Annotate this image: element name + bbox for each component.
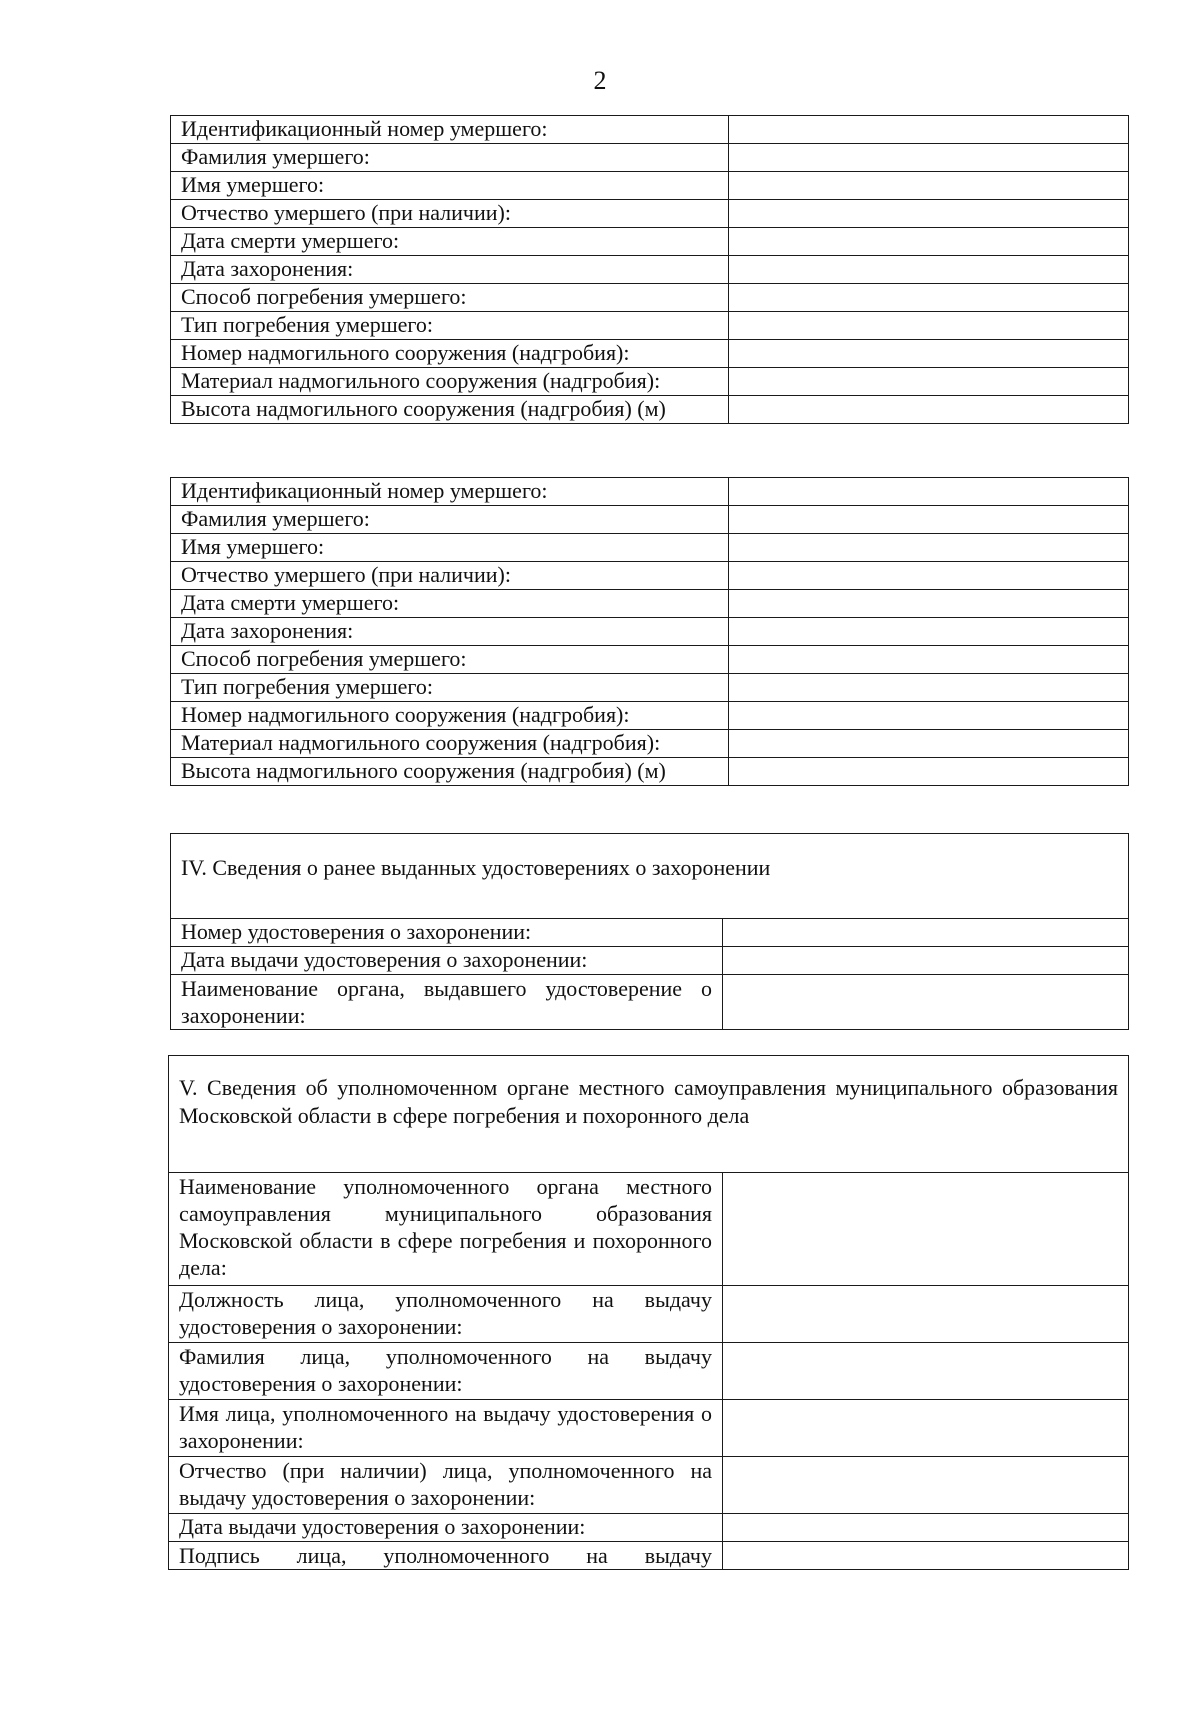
- field-label-issuing-authority: Наименование органа, выдавшего удостоверение о захоронении:: [171, 975, 723, 1030]
- field-label-tombstone-material: Материал надмогильного сооружения (надгробия):: [171, 730, 729, 758]
- field-label-burial-type: Тип погребения умершего:: [171, 312, 729, 340]
- field-value-official-position[interactable]: [723, 1286, 1129, 1343]
- field-label-first-name: Имя умершего:: [171, 534, 729, 562]
- field-value-tombstone-number[interactable]: [729, 702, 1129, 730]
- field-value-certificate-issue-date[interactable]: [723, 947, 1129, 975]
- table-row: [171, 312, 1129, 340]
- field-value-surname[interactable]: [729, 144, 1129, 172]
- table-row: [171, 200, 1129, 228]
- table-row: [171, 506, 1129, 534]
- field-value-death-date[interactable]: [729, 590, 1129, 618]
- field-value-issuing-authority[interactable]: [723, 975, 1129, 1030]
- table-row: [171, 340, 1129, 368]
- table-row: [171, 758, 1129, 786]
- field-label-authority-name: Наименование уполномоченного органа местного самоуправления муниципального образования Московской области в сфере погребения и похоронного дела:: [169, 1173, 723, 1286]
- field-value-certificate-number[interactable]: [723, 919, 1129, 947]
- field-label-burial-method: Способ погребения умершего:: [171, 284, 729, 312]
- deceased-record-table: [170, 115, 1129, 424]
- table-row: [171, 368, 1129, 396]
- field-value-authority-name[interactable]: [723, 1173, 1129, 1286]
- table-row: [171, 534, 1129, 562]
- field-label-surname: Фамилия умершего:: [171, 144, 729, 172]
- table-row: [171, 834, 1129, 919]
- field-label-certificate-number: Номер удостоверения о захоронении:: [171, 919, 723, 947]
- authority-table: [168, 1055, 1129, 1570]
- field-value-first-name[interactable]: [729, 172, 1129, 200]
- field-label-tombstone-number: Номер надмогильного сооружения (надгробия):: [171, 702, 729, 730]
- field-label-surname: Фамилия умершего:: [171, 506, 729, 534]
- table-row: [169, 1056, 1129, 1173]
- table-row: [171, 674, 1129, 702]
- deceased-record-table: [170, 477, 1129, 786]
- field-label-official-first-name: Имя лица, уполномоченного на выдачу удостоверения о захоронении:: [169, 1400, 723, 1457]
- field-value-tombstone-material[interactable]: [729, 730, 1129, 758]
- field-value-burial-date[interactable]: [729, 256, 1129, 284]
- table-row: [171, 646, 1129, 674]
- table-row: [171, 590, 1129, 618]
- table-row: [171, 284, 1129, 312]
- field-label-tombstone-material: Материал надмогильного сооружения (надгробия):: [171, 368, 729, 396]
- table-row: [171, 172, 1129, 200]
- table-row: [169, 1514, 1129, 1542]
- field-label-deceased-id: Идентификационный номер умершего:: [171, 478, 729, 506]
- field-value-official-surname[interactable]: [723, 1343, 1129, 1400]
- field-value-first-name[interactable]: [729, 534, 1129, 562]
- field-label-burial-method: Способ погребения умершего:: [171, 646, 729, 674]
- field-value-deceased-id[interactable]: [729, 116, 1129, 144]
- field-value-patronymic[interactable]: [729, 562, 1129, 590]
- prior-certificates-table: [170, 833, 1129, 1030]
- table-row: [169, 1400, 1129, 1457]
- field-value-burial-type[interactable]: [729, 674, 1129, 702]
- table-row: [171, 702, 1129, 730]
- section-v-title: V. Сведения об уполномоченном органе местного самоуправления муниципального образования Московской области в сфере погребения и похоронного дела: [169, 1056, 1129, 1173]
- table-row: [171, 730, 1129, 758]
- table-row: [171, 478, 1129, 506]
- table-row: [169, 1457, 1129, 1514]
- field-label-death-date: Дата смерти умершего:: [171, 590, 729, 618]
- table-row: [171, 396, 1129, 424]
- field-value-burial-date[interactable]: [729, 618, 1129, 646]
- field-value-tombstone-number[interactable]: [729, 340, 1129, 368]
- field-label-official-position: Должность лица, уполномоченного на выдачу удостоверения о захоронении:: [169, 1286, 723, 1343]
- table-row: [171, 256, 1129, 284]
- field-label-deceased-id: Идентификационный номер умершего:: [171, 116, 729, 144]
- field-value-burial-method[interactable]: [729, 284, 1129, 312]
- field-label-certificate-issue-date: Дата выдачи удостоверения о захоронении:: [171, 947, 723, 975]
- field-label-burial-type: Тип погребения умершего:: [171, 674, 729, 702]
- field-value-official-first-name[interactable]: [723, 1400, 1129, 1457]
- field-value-deceased-id[interactable]: [729, 478, 1129, 506]
- field-label-tombstone-height: Высота надмогильного сооружения (надгробия) (м): [171, 758, 729, 786]
- field-value-patronymic[interactable]: [729, 200, 1129, 228]
- table-row: [171, 618, 1129, 646]
- field-value-burial-type[interactable]: [729, 312, 1129, 340]
- field-label-issue-date: Дата выдачи удостоверения о захоронении:: [169, 1514, 723, 1542]
- field-value-official-patronymic[interactable]: [723, 1457, 1129, 1514]
- table-row: [169, 1343, 1129, 1400]
- field-value-burial-method[interactable]: [729, 646, 1129, 674]
- field-value-death-date[interactable]: [729, 228, 1129, 256]
- table-row: [171, 562, 1129, 590]
- table-row: [171, 116, 1129, 144]
- table-row: [169, 1286, 1129, 1343]
- field-label-signature: Подпись лица, уполномоченного на выдачу: [169, 1542, 723, 1570]
- table-row: [169, 1173, 1129, 1286]
- field-value-tombstone-height[interactable]: [729, 396, 1129, 424]
- field-label-official-patronymic: Отчество (при наличии) лица, уполномоченного на выдачу удостоверения о захоронении:: [169, 1457, 723, 1514]
- table-row: [171, 144, 1129, 172]
- field-label-first-name: Имя умершего:: [171, 172, 729, 200]
- table-row: [171, 975, 1129, 1030]
- table-row: [171, 947, 1129, 975]
- table-row: [169, 1542, 1129, 1570]
- field-label-tombstone-height: Высота надмогильного сооружения (надгробия) (м): [171, 396, 729, 424]
- field-label-burial-date: Дата захоронения:: [171, 256, 729, 284]
- field-value-tombstone-material[interactable]: [729, 368, 1129, 396]
- field-value-tombstone-height[interactable]: [729, 758, 1129, 786]
- field-label-patronymic: Отчество умершего (при наличии):: [171, 562, 729, 590]
- table-row: [171, 228, 1129, 256]
- table-row: [171, 919, 1129, 947]
- field-label-patronymic: Отчество умершего (при наличии):: [171, 200, 729, 228]
- field-value-surname[interactable]: [729, 506, 1129, 534]
- field-label-tombstone-number: Номер надмогильного сооружения (надгробия):: [171, 340, 729, 368]
- field-label-burial-date: Дата захоронения:: [171, 618, 729, 646]
- field-value-issue-date[interactable]: [723, 1514, 1129, 1542]
- field-label-official-surname: Фамилия лица, уполномоченного на выдачу удостоверения о захоронении:: [169, 1343, 723, 1400]
- field-value-signature[interactable]: [723, 1542, 1129, 1570]
- section-iv-title: IV. Сведения о ранее выданных удостоверениях о захоронении: [171, 834, 1129, 919]
- page-number: 2: [593, 66, 607, 95]
- field-label-death-date: Дата смерти умершего:: [171, 228, 729, 256]
